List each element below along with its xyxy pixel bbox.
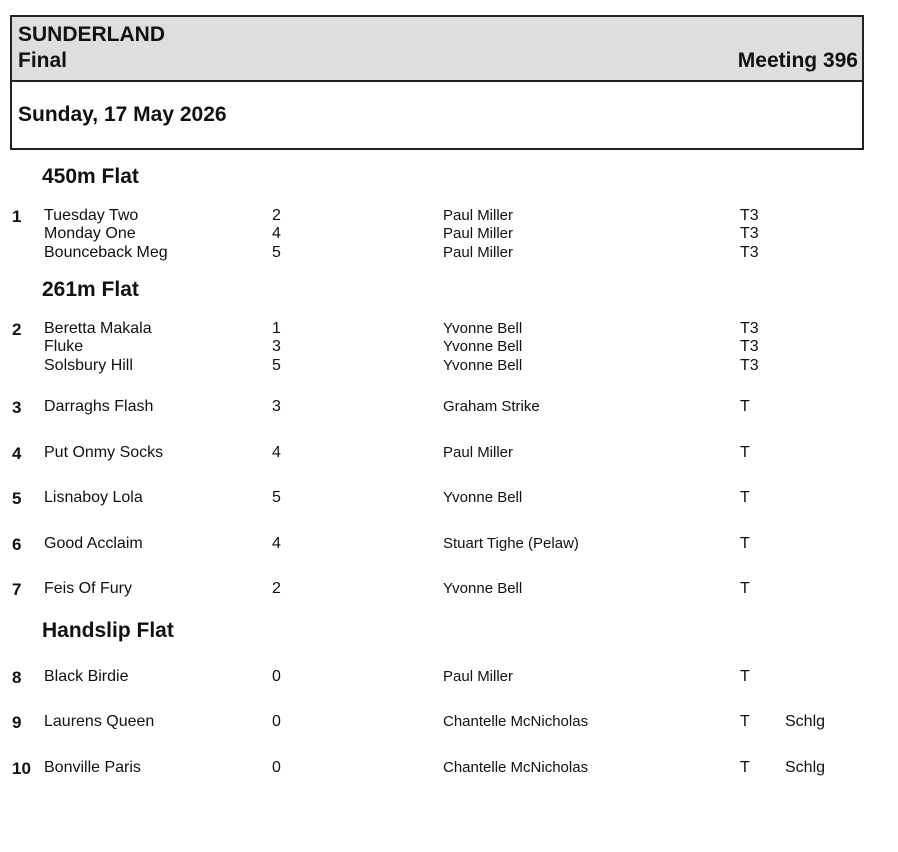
race-number: 5	[12, 489, 22, 508]
race-number: 8	[12, 668, 22, 687]
entry-row	[0, 244, 898, 263]
trap-number: 0	[272, 713, 281, 730]
entry-row	[0, 713, 898, 732]
remark: Schlg	[785, 759, 826, 776]
section-title: 261m Flat	[42, 278, 139, 301]
trap-number: 0	[272, 759, 281, 776]
trap-number: 3	[272, 338, 281, 355]
grade: T3	[740, 207, 759, 224]
trap-number: 5	[272, 357, 281, 374]
trainer-name: Yvonne Bell	[443, 580, 523, 597]
trap-number: 4	[272, 225, 281, 242]
race-number: 1	[12, 207, 22, 226]
dog-name: Good Acclaim	[44, 535, 143, 552]
trap-number: 2	[272, 580, 281, 597]
grade: T3	[740, 338, 759, 355]
section-title: Handslip Flat	[42, 619, 174, 642]
entry-row	[0, 225, 898, 244]
dog-name: Tuesday Two	[44, 207, 139, 224]
entry-row	[0, 580, 898, 599]
race-number: 9	[12, 713, 22, 732]
results-status: Final	[18, 49, 68, 72]
entry-row	[0, 668, 898, 687]
entry-row	[0, 489, 898, 508]
grade: T	[740, 535, 750, 552]
dog-name: Put Onmy Socks	[44, 444, 164, 461]
header-banner	[12, 17, 862, 82]
trap-number: 1	[272, 320, 281, 337]
trainer-name: Paul Miller	[443, 225, 514, 242]
dog-name: Lisnaboy Lola	[44, 489, 143, 506]
race-number: 10	[12, 759, 31, 778]
entry-row	[0, 398, 898, 417]
dog-name: Darraghs Flash	[44, 398, 154, 415]
trap-number: 0	[272, 668, 281, 685]
race-number: 6	[12, 535, 22, 554]
dog-name: Bonville Paris	[44, 759, 141, 776]
trainer-name: Paul Miller	[443, 244, 514, 261]
grade: T3	[740, 225, 759, 242]
grade: T	[740, 713, 750, 730]
grade: T3	[740, 320, 759, 337]
trainer-name: Chantelle McNicholas	[443, 759, 589, 776]
dog-name: Bounceback Meg	[44, 244, 168, 261]
entry-row	[0, 759, 898, 778]
trainer-name: Yvonne Bell	[443, 357, 523, 374]
remark: Schlg	[785, 713, 826, 730]
dog-name: Black Birdie	[44, 668, 129, 685]
grade: T	[740, 489, 750, 506]
grade: T	[740, 580, 750, 597]
meeting-header	[10, 15, 864, 150]
entry-row	[0, 535, 898, 554]
grade: T	[740, 444, 750, 461]
trainer-name: Stuart Tighe (Pelaw)	[443, 535, 579, 552]
trap-number: 3	[272, 398, 281, 415]
trainer-name: Yvonne Bell	[443, 489, 523, 506]
trap-number: 5	[272, 489, 281, 506]
meeting-date: Sunday, 17 May 2026	[18, 103, 227, 126]
trainer-name: Chantelle McNicholas	[443, 713, 589, 730]
trainer-name: Paul Miller	[443, 444, 514, 461]
race-number: 3	[12, 398, 22, 417]
trainer-name: Paul Miller	[443, 207, 514, 224]
race-number: 2	[12, 320, 22, 339]
grade: T	[740, 668, 750, 685]
entry-row	[0, 338, 898, 357]
trainer-name: Paul Miller	[443, 668, 514, 685]
trainer-name: Yvonne Bell	[443, 320, 523, 337]
race-number: 4	[12, 444, 22, 463]
trap-number: 4	[272, 444, 281, 461]
trap-number: 5	[272, 244, 281, 261]
race-number: 7	[12, 580, 22, 599]
dog-name: Monday One	[44, 225, 136, 242]
dog-name: Beretta Makala	[44, 320, 152, 337]
grade: T	[740, 398, 750, 415]
meeting-number: Meeting 396	[737, 49, 858, 72]
entry-row	[0, 207, 898, 226]
trainer-name: Yvonne Bell	[443, 338, 523, 355]
dog-name: Feis Of Fury	[44, 580, 133, 597]
entry-row	[0, 444, 898, 463]
dog-name: Solsbury Hill	[44, 357, 133, 374]
grade: T3	[740, 244, 759, 261]
venue-name: SUNDERLAND	[18, 23, 165, 46]
grade: T	[740, 759, 750, 776]
trap-number: 2	[272, 207, 281, 224]
dog-name: Laurens Queen	[44, 713, 155, 730]
trap-number: 4	[272, 535, 281, 552]
dog-name: Fluke	[44, 338, 84, 355]
trainer-name: Graham Strike	[443, 398, 540, 415]
section-title: 450m Flat	[42, 165, 139, 188]
entry-row	[0, 357, 898, 376]
entry-row	[0, 320, 898, 339]
grade: T3	[740, 357, 759, 374]
